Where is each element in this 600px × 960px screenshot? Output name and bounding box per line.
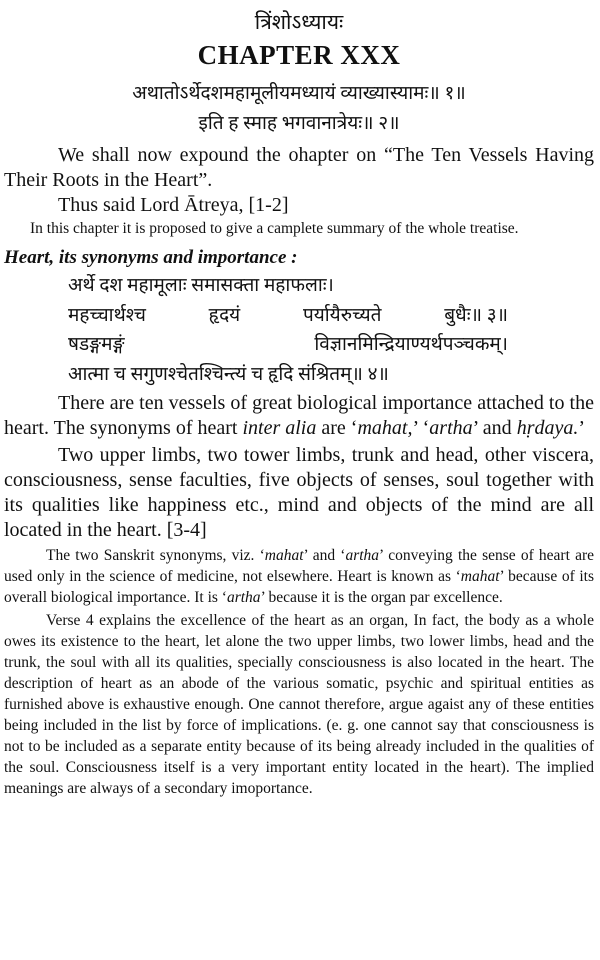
sloka-word: हृदयं — [208, 304, 241, 326]
text-run: ’ conveying the sense of heart are used only in the science of medicine, not elsewhere. Heart is known as ‘ — [4, 547, 594, 585]
sloka-line-1 — [68, 271, 508, 301]
text-run: ’ because of its overall biological importance. It is ‘ — [4, 568, 594, 606]
sloka-word: बुधैः॥ ३॥ — [444, 304, 508, 326]
sloka-word: विज्ञानमिन्द्रियाण्यर्थपञ्चकम्। — [314, 334, 508, 355]
translation-paragraph-2: Two upper limbs, two tower limbs, trunk and head, other viscera, consciousness, sense faculties, five objects of senses, soul together with its qualities like happiness etc., mind and objects of the mind are all located in the heart. [3-4] — [4, 444, 594, 541]
translation-paragraph-1 — [4, 391, 594, 441]
text-run: ’ because it is the organ par excellence. — [260, 589, 503, 606]
sloka-word: महच्चार्थश्च — [68, 304, 146, 326]
section-heading: Heart, its synonyms and importance : — [4, 247, 298, 268]
commentary-paragraph-1 — [4, 545, 594, 608]
opening-translation-attribution: Thus said Lord Ātreya, [1-2] — [58, 194, 289, 216]
sloka-word: पर्यायैरुच्यते — [302, 304, 382, 326]
text-run: are ‘ — [316, 417, 358, 439]
sloka-line-4-text: आत्मा च सगुणश्चेतश्चिन्त्यं च हृदि संश्रितम्॥ ४॥ — [68, 363, 389, 385]
text-run: ’ — [578, 417, 586, 439]
text-run: ’ and ‘ — [303, 547, 346, 564]
text-run: ’ ‘ — [412, 417, 430, 439]
italic-term: artha — [345, 547, 380, 564]
sloka-line-1-text: अर्थे दश महामूलाः समासक्ता महाफलाः। — [68, 275, 334, 296]
text-run: The two Sanskrit synonyms, viz. ‘ — [46, 547, 265, 564]
italic-term: mahat — [264, 547, 304, 564]
opening-verse-line-2: इति ह स्माह भगवानात्रेयः॥ २॥ — [198, 113, 400, 134]
italic-term: mahat, — [357, 417, 413, 439]
italic-term: mahat — [460, 568, 500, 585]
sloka-line-4 — [68, 360, 508, 390]
chapter-title: CHAPTER XXX — [197, 40, 401, 70]
italic-term: hṛdaya. — [516, 417, 579, 439]
text-run: ’ and — [472, 417, 517, 439]
sloka-line-2 — [68, 301, 508, 331]
sanskrit-chapter-title: त्रिंशोऽध्यायः — [254, 10, 344, 34]
opening-translation: We shall now expound the ohapter on “The Ten Vessels Having Their Roots in the Heart”. — [4, 144, 594, 191]
sloka-block — [4, 271, 508, 389]
text-run: There are ten vessels of great biological importance attached to the heart. The synonyms of heart — [4, 392, 594, 439]
italic-term: artha — [226, 589, 261, 606]
opening-verse-line-1: अथातोऽर्थेदशमहामूलीयमध्यायं व्याख्यास्यामः॥ १॥ — [132, 83, 466, 104]
sloka-word: षडङ्गमङ्गं — [68, 334, 125, 355]
commentary-paragraph-2: Verse 4 explains the excellence of the heart as an organ, In fact, the body as a whole owes its existence to the heart, let alone the two upper limbs, two lower limbs, head and the trunk, the soul with all its qualities, specially consciousness is also located in the heart. The description of heart as an abode of the various somatic, psychic and spiritual entities as furnished above is exhaustive enough. One cannot therefore, argue agaist any of these entities being included in the list by force of implications. (e. g. one cannot say that consciousness is not to be included as a separate entity because of its being already included in the qualities of the soul. Consciousness itself is a very important entity located in the heart). The implied meanings are always of a secondary imoportance. — [4, 612, 594, 797]
italic-term: inter alia — [242, 417, 317, 439]
italic-term: artha — [429, 417, 473, 439]
opening-commentary: In this chapter it is proposed to give a camplete summary of the whole treatise. — [30, 220, 519, 237]
sloka-line-3 — [68, 330, 508, 360]
